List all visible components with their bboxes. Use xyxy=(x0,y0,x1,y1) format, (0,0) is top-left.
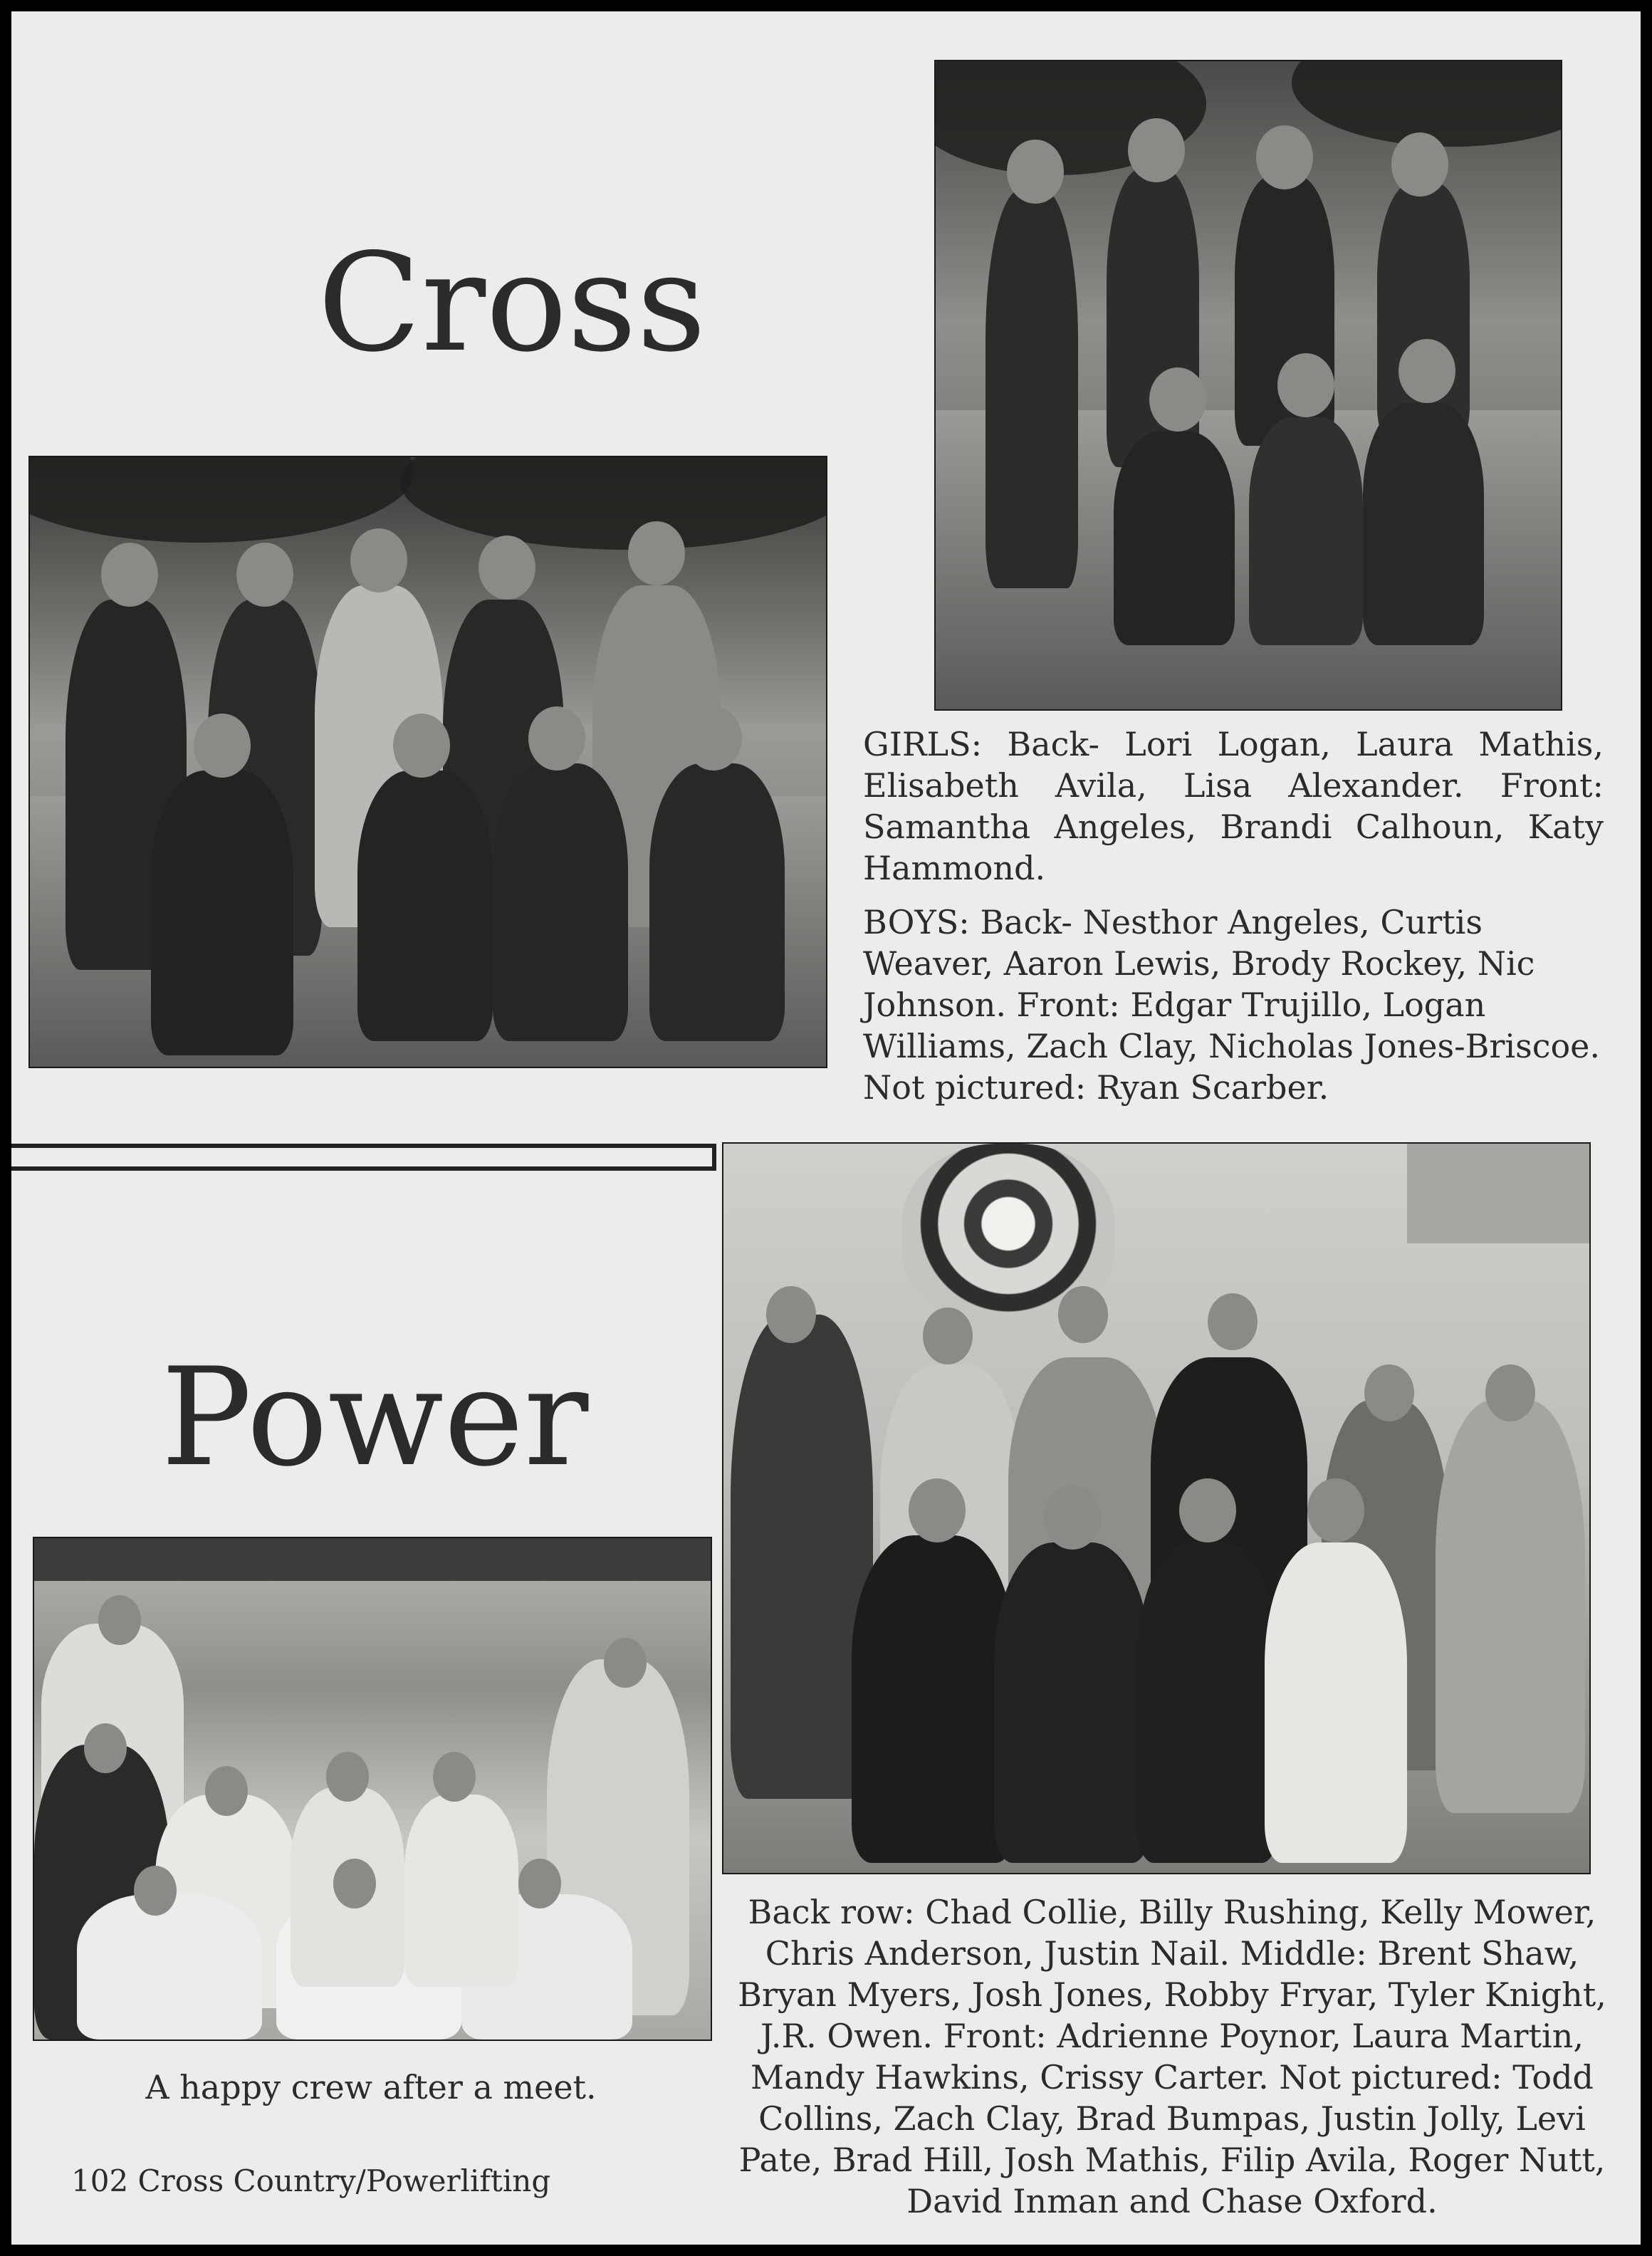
cross-country-title-line1: Cross xyxy=(318,224,706,382)
team-caption: Back row: Chad Collie, Billy Rushing, Kelly Mower, Chris Anderson, Justin Nail. Middle: Brent Shaw, Bryan Myers, Josh Jones, Robby Fryar, Tyler Knight, J.R. Owen. Front: Adrienne Poynor, Laura Martin, Mandy Hawkins, Crissy Carter. Not pictured: Todd Collins, Zach Clay, Brad Bumpas, Justin Jolly, Levi Pate, Brad Hill, Josh Mathis, Filip Avila, Roger Nutt, David Inman and Chase Oxford. xyxy=(738,1893,1606,2220)
boys-caption: BOYS: Back- Nesthor Angeles, Curtis Weaver, Aaron Lewis, Brody Rockey, Nic Johnson. Front: Edgar Trujillo, Logan Williams, Zach Clay, Nicholas Jones-Briscoe. Not pictured: Ryan Scarber. xyxy=(863,903,1601,1107)
power-lifting-title-line1: Power xyxy=(161,1339,589,1496)
boys-team-photo xyxy=(28,456,827,1068)
powerlifting-team-photo xyxy=(722,1142,1591,1874)
section-rule-side xyxy=(712,1144,716,1171)
section-rule-bottom xyxy=(11,1166,716,1171)
yearbook-page xyxy=(11,11,1641,2245)
girls-caption: GIRLS: Back- Lori Logan, Laura Mathis, Elisabeth Avila, Lisa Alexander. Front: Samantha Angeles, Brandi Calhoun, Katy Hammond. xyxy=(863,725,1604,887)
section-rule-top xyxy=(11,1144,716,1148)
girls-team-photo xyxy=(934,60,1562,711)
page-number-label: 102 Cross Country/Powerlifting xyxy=(71,2163,551,2198)
meet-caption: A happy crew after a meet. xyxy=(145,2068,597,2106)
meet-crew-photo xyxy=(33,1537,712,2041)
